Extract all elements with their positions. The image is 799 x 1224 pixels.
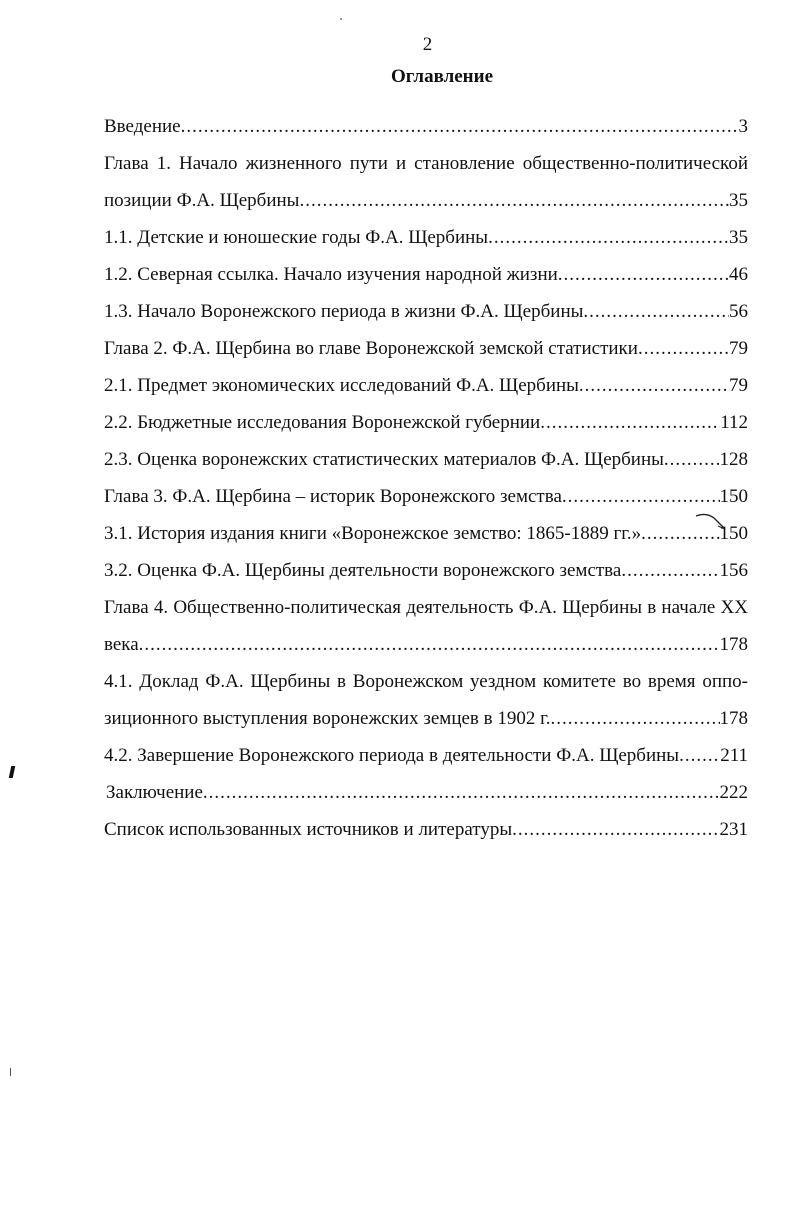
- dot-leader: [562, 480, 720, 513]
- toc-entry-page: 56: [729, 301, 748, 322]
- toc-entry-label: Заключение: [106, 782, 203, 803]
- toc-entry-conclusion[interactable]: [104, 776, 748, 813]
- toc-entry-intro[interactable]: [104, 110, 748, 147]
- dot-leader: [299, 184, 729, 217]
- toc-entry-label: 2.2. Бюджетные исследования Воронежской губернии: [104, 412, 541, 433]
- dot-leader: [551, 702, 720, 735]
- toc-entry-chapter-4[interactable]: [104, 591, 748, 628]
- dot-leader: [641, 517, 719, 550]
- toc-entry-chapter-1[interactable]: [104, 147, 748, 184]
- toc-entry-chapter-2[interactable]: [104, 332, 748, 369]
- scan-speck: [340, 18, 342, 20]
- toc-entry-page: 178: [719, 708, 748, 729]
- toc-entry-label: Глава 1. Начало жизненного пути и становление общественно-политической: [104, 153, 748, 174]
- toc-entry-2-2[interactable]: [104, 406, 748, 443]
- toc-entry-3-2[interactable]: [104, 554, 748, 591]
- toc-entry-2-3[interactable]: [104, 443, 748, 480]
- toc-entry-label: Список использованных источников и литературы: [104, 819, 513, 840]
- toc-entry-page: 156: [719, 560, 748, 581]
- toc-entry-page: 79: [729, 338, 748, 359]
- toc-entry-page: 35: [729, 190, 748, 211]
- dot-leader: [558, 258, 729, 291]
- toc-entry-label: 3.2. Оценка Ф.А. Щербины деятельности воронежского земства: [104, 560, 622, 581]
- dot-leader: [583, 295, 729, 328]
- toc-entry-chapter-3[interactable]: [104, 480, 748, 517]
- toc-entry-page: 128: [719, 449, 748, 470]
- toc-entry-page: 112: [720, 412, 748, 433]
- dot-leader: [488, 221, 729, 254]
- scan-mark: [9, 766, 16, 778]
- dot-leader: [579, 369, 729, 402]
- toc-entry-label: зиционного выступления воронежских земцев в 1902 г.: [104, 708, 551, 729]
- toc-entry-page: 231: [719, 819, 748, 840]
- toc-entry-label: Глава 4. Общественно-политическая деятельность Ф.А. Щербины в начале XX: [104, 597, 748, 618]
- toc-entry-label: Введение: [104, 116, 181, 137]
- toc-entry-4-1[interactable]: [104, 665, 748, 702]
- toc-entry-page: 150: [719, 486, 748, 507]
- toc-entry-chapter-1-cont[interactable]: [104, 184, 748, 221]
- toc-entry-label: Глава 3. Ф.А. Щербина – историк Воронежского земства: [104, 486, 562, 507]
- toc-entry-1-2[interactable]: [104, 258, 748, 295]
- dot-leader: [139, 628, 720, 661]
- toc-entry-label: 2.3. Оценка воронежских статистических материалов Ф.А. Щербины: [104, 449, 664, 470]
- table-of-contents: [104, 110, 748, 850]
- toc-entry-label: позиции Ф.А. Щербины: [104, 190, 300, 211]
- toc-entry-label: 2.1. Предмет экономических исследований Ф.А. Щербины: [104, 375, 579, 396]
- toc-entry-page: 222: [719, 782, 748, 803]
- toc-entry-label: века: [104, 634, 139, 655]
- toc-entry-label: 1.3. Начало Воронежского периода в жизни Ф.А. Щербины: [104, 301, 584, 322]
- toc-entry-2-1[interactable]: [104, 369, 748, 406]
- toc-entry-label: 1.1. Детские и юношеские годы Ф.А. Щербины: [104, 227, 489, 248]
- dot-leader: [638, 332, 729, 365]
- toc-entry-chapter-4-cont[interactable]: [104, 628, 748, 665]
- toc-entry-1-1[interactable]: [104, 221, 748, 258]
- toc-entry-sources[interactable]: [104, 813, 748, 850]
- toc-entry-page: 79: [729, 375, 748, 396]
- toc-entry-1-3[interactable]: [104, 295, 748, 332]
- toc-entry-4-2[interactable]: [104, 739, 748, 776]
- toc-entry-page: 3: [738, 116, 748, 137]
- toc-entry-label: 3.1. История издания книги «Воронежское земство: 1865-1889 гг.»: [104, 523, 642, 544]
- dot-leader: [679, 739, 720, 772]
- dot-leader: [203, 776, 720, 809]
- dot-leader: [181, 110, 739, 143]
- toc-entry-page: 178: [719, 634, 748, 655]
- toc-entry-3-1[interactable]: [104, 517, 748, 554]
- page-title: Оглавление: [390, 66, 494, 87]
- toc-entry-page: 211: [720, 745, 748, 766]
- dot-leader: [621, 554, 719, 587]
- toc-entry-page: 150: [719, 523, 748, 544]
- page-number: 2: [422, 34, 433, 55]
- dot-leader: [540, 406, 720, 439]
- toc-entry-label: Глава 2. Ф.А. Щербина во главе Воронежской земской статистики: [104, 338, 638, 359]
- dot-leader: [664, 443, 720, 476]
- toc-entry-label: 4.2. Завершение Воронежского периода в деятельности Ф.А. Щербины: [104, 745, 680, 766]
- toc-entry-page: 35: [729, 227, 748, 248]
- toc-entry-label: 4.1. Доклад Ф.А. Щербины в Воронежском уездном комитете во время оппо-: [104, 671, 748, 692]
- toc-entry-page: 46: [729, 264, 748, 285]
- toc-entry-label: 1.2. Северная ссылка. Начало изучения народной жизни: [104, 264, 558, 285]
- scan-mark: [10, 1068, 11, 1076]
- toc-entry-4-1-cont[interactable]: [104, 702, 748, 739]
- dot-leader: [512, 813, 719, 846]
